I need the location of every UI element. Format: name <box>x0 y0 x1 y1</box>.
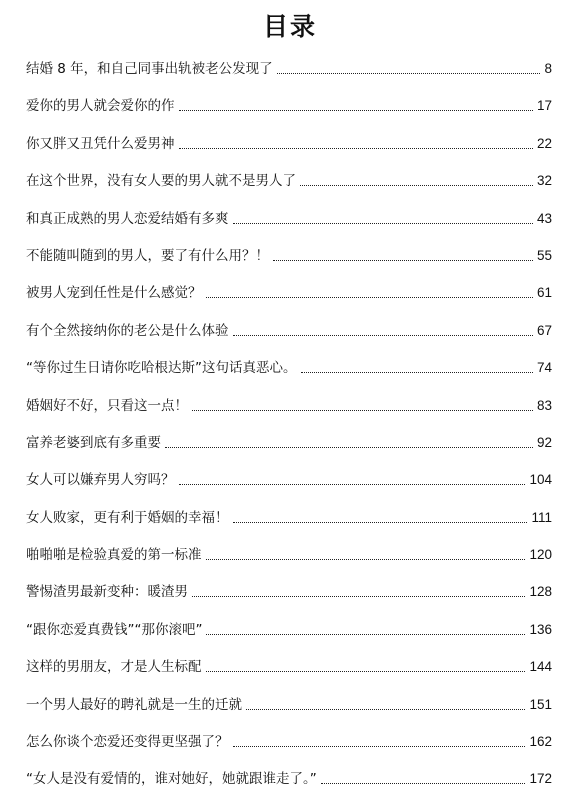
toc-entry-line <box>26 654 552 676</box>
toc-entry-line <box>26 393 552 415</box>
toc-entry[interactable] <box>0 654 580 691</box>
dot-leader <box>179 110 533 111</box>
toc-entry[interactable] <box>0 243 580 280</box>
toc-entry-title: 女人可以嫌弃男人穷吗？ <box>26 472 175 489</box>
toc-entry-page-number: 55 <box>536 247 552 263</box>
toc-entry-page-number: 92 <box>536 434 552 450</box>
toc-entry-line <box>26 243 552 265</box>
dot-leader <box>206 559 526 560</box>
toc-entry[interactable] <box>0 56 580 93</box>
toc-entry-page-number: 120 <box>529 547 552 563</box>
toc-entry-line <box>26 168 552 190</box>
toc-entry-page-number: 104 <box>529 472 552 488</box>
toc-entry-line <box>26 766 552 788</box>
toc-entry-title: 结婚 8 年，和自己同事出轨被老公发现了 <box>26 61 273 77</box>
toc-entry-title: “女人是没有爱情的，谁对她好，她就跟谁走了。” <box>26 771 317 788</box>
toc-entry-title: 有个全然接纳你的老公是什么体验 <box>26 322 229 339</box>
toc-entry-line <box>26 206 552 228</box>
toc-entry-page-number: 74 <box>536 360 552 376</box>
toc-entry-line <box>26 542 552 564</box>
dot-leader <box>277 73 541 74</box>
toc-entry-title: 怎么你谈个恋爱还变得更坚强了？ <box>26 734 229 751</box>
toc-entry-page-number: 17 <box>536 98 552 114</box>
toc-entry[interactable] <box>0 617 580 654</box>
dot-leader <box>192 410 533 411</box>
toc-entry-title: 一个男人最好的聘礼就是一生的迁就 <box>26 696 242 713</box>
toc-entry-line <box>26 131 552 153</box>
toc-entry[interactable] <box>0 692 580 729</box>
toc-entry[interactable] <box>0 318 580 355</box>
dot-leader <box>179 148 533 149</box>
toc-entry-title: 在这个世界，没有女人要的男人就不是男人了 <box>26 173 296 190</box>
toc-entry-page-number: 151 <box>529 696 552 712</box>
toc-entry[interactable] <box>0 505 580 542</box>
toc-entry-line <box>26 617 552 639</box>
toc-entry-line <box>26 467 552 489</box>
dot-leader <box>179 484 526 485</box>
dot-leader <box>246 709 525 710</box>
toc-entry[interactable] <box>0 393 580 430</box>
toc-entry[interactable] <box>0 131 580 168</box>
toc-entry-title: 被男人宠到任性是什么感觉？ <box>26 285 202 302</box>
toc-entry[interactable] <box>0 355 580 392</box>
toc-entry-title: 这样的男朋友，才是人生标配 <box>26 659 202 676</box>
dot-leader <box>233 522 528 523</box>
toc-entry[interactable] <box>0 206 580 243</box>
toc-entry-title: “等你过生日请你吃哈根达斯”这句话真恶心。 <box>26 360 297 377</box>
dot-leader <box>233 223 533 224</box>
dot-leader <box>165 447 533 448</box>
toc-entry[interactable] <box>0 430 580 467</box>
toc-entry-page-number: 8 <box>544 61 552 76</box>
toc-entry-line <box>26 692 552 714</box>
toc-entry-page-number: 128 <box>529 584 552 600</box>
dot-leader <box>206 297 533 298</box>
toc-entry[interactable] <box>0 280 580 317</box>
toc-entry[interactable] <box>0 729 580 766</box>
toc-entry-page-number: 144 <box>529 659 552 675</box>
dot-leader <box>273 260 533 261</box>
toc-entry[interactable] <box>0 579 580 616</box>
dot-leader <box>206 634 525 635</box>
toc-entry-title: 女人败家，更有利于婚姻的幸福！ <box>26 509 229 526</box>
toc-entry[interactable] <box>0 93 580 130</box>
page-title: 目录 <box>262 12 317 41</box>
toc-entry-title: 你又胖又丑凭什么爱男神 <box>26 135 175 152</box>
table-of-contents <box>0 56 580 804</box>
toc-entry-title: 警惕渣男最新变种：暖渣男 <box>26 584 188 601</box>
toc-entry-line <box>26 729 552 751</box>
toc-entry-page-number: 22 <box>536 135 552 151</box>
toc-entry-line <box>26 93 552 115</box>
toc-entry-page-number: 61 <box>536 285 552 301</box>
toc-entry-line <box>26 355 552 377</box>
toc-entry-line <box>26 579 552 601</box>
toc-entry[interactable] <box>0 168 580 205</box>
toc-entry-line <box>26 318 552 340</box>
dot-leader <box>321 783 526 784</box>
toc-entry-page-number: 111 <box>531 509 552 525</box>
toc-entry-page-number: 43 <box>536 210 552 226</box>
dot-leader <box>301 372 533 373</box>
toc-entry-page-number: 136 <box>529 621 552 637</box>
toc-entry-title: 啪啪啪是检验真爱的第一标准 <box>26 547 202 564</box>
toc-entry-title: 富养老婆到底有多重要 <box>26 434 161 451</box>
toc-entry-page-number: 83 <box>536 397 552 413</box>
toc-entry-title: 不能随叫随到的男人，要了有什么用？！ <box>26 247 269 264</box>
toc-entry-line <box>26 56 552 78</box>
toc-entry-page-number: 67 <box>536 322 552 338</box>
toc-entry[interactable] <box>0 766 580 803</box>
toc-entry[interactable] <box>0 542 580 579</box>
toc-entry-line <box>26 430 552 452</box>
toc-entry-line <box>26 280 552 302</box>
toc-entry-line <box>26 505 552 527</box>
dot-leader <box>192 596 525 597</box>
toc-entry-title: “跟你恋爱真费钱”“那你滚吧” <box>26 621 203 638</box>
toc-entry-title: 婚姻好不好，只看这一点！ <box>26 397 188 414</box>
toc-entry-title: 和真正成熟的男人恋爱结婚有多爽 <box>26 210 229 227</box>
dot-leader <box>206 671 526 672</box>
toc-entry-title: 爱你的男人就会爱你的作 <box>26 98 175 115</box>
toc-entry-page-number: 32 <box>536 173 552 189</box>
toc-entry-page-number: 162 <box>529 734 552 750</box>
toc-entry[interactable] <box>0 467 580 504</box>
dot-leader <box>233 335 533 336</box>
toc-entry-page-number: 172 <box>529 771 552 787</box>
dot-leader <box>300 185 533 186</box>
dot-leader <box>233 746 526 747</box>
